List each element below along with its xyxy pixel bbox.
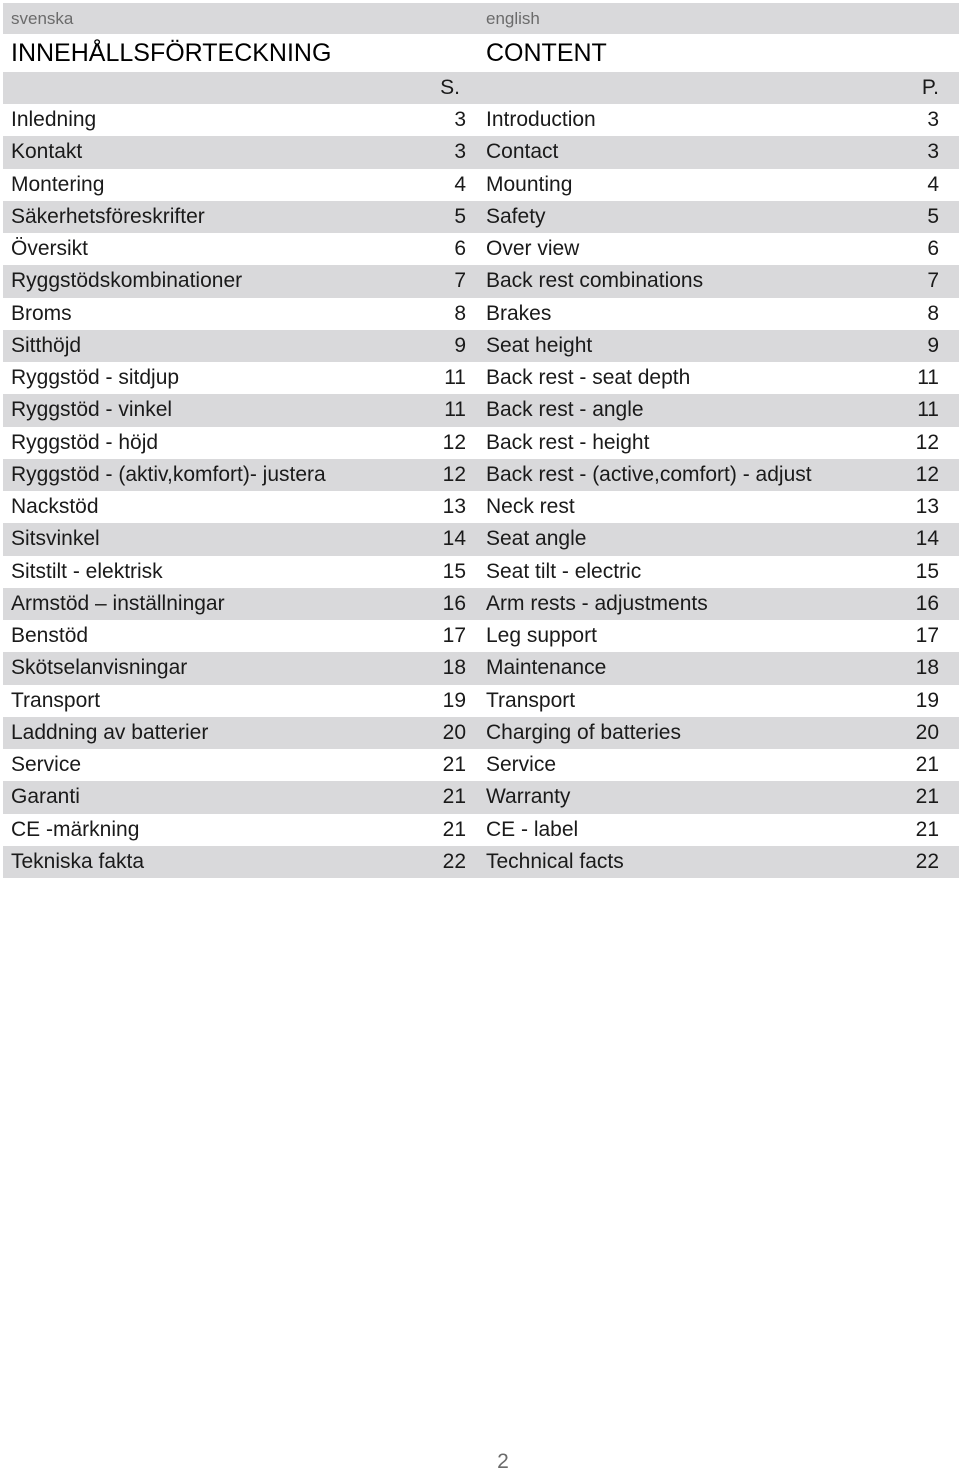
toc-entry-row [3, 620, 959, 652]
toc-entry-row [3, 781, 959, 813]
toc-entry-svenska-page: 22 [421, 846, 466, 878]
toc-entry-row [3, 491, 959, 523]
toc-entry-row [3, 652, 959, 684]
contents-table-body [3, 3, 959, 878]
toc-entry-row [3, 104, 959, 136]
toc-entry-svenska: Armstöd – inställningar [3, 588, 421, 620]
toc-entry-svenska: Inledning [11, 108, 97, 132]
toc-entry-svenska-page: 11 [421, 394, 466, 426]
toc-entry-english-page: 21 [915, 817, 939, 841]
toc-entry-english-page: 15 [915, 559, 939, 583]
toc-entry-row [3, 588, 959, 620]
toc-entry-row [3, 523, 959, 555]
toc-entry-svenska-page: 13 [442, 495, 466, 519]
toc-entry-svenska-page: 11 [444, 366, 466, 390]
toc-entry-svenska: Sitthöjd [3, 330, 421, 362]
toc-entry-english: Back rest - seat depth [486, 366, 691, 390]
toc-entry-row [3, 233, 959, 265]
toc-entry-english: Back rest - height [486, 430, 650, 454]
toc-entry-svenska-page: 6 [454, 237, 466, 261]
language-header-row [3, 3, 959, 34]
toc-entry-english-page: 21 [915, 753, 939, 777]
toc-entry-svenska-page: 12 [421, 459, 466, 491]
toc-entry-row [3, 749, 959, 781]
toc-entry-row [3, 201, 959, 233]
toc-entry-svenska-page: 21 [442, 753, 466, 777]
toc-entry-svenska: Ryggstöd - sitdjup [11, 366, 180, 390]
toc-entry-english: Back rest - angle [466, 394, 868, 426]
toc-entry-english-page: 3 [927, 108, 939, 132]
toc-entry-svenska: Benstöd [11, 624, 89, 648]
toc-entry-english-page: 14 [868, 523, 959, 555]
toc-entry-svenska-page: 20 [421, 717, 466, 749]
toc-entry-english: CE - label [486, 817, 579, 841]
toc-entry-english: Introduction [486, 108, 596, 132]
toc-entry-english: Transport [486, 688, 576, 712]
toc-entry-english: Back rest - (active,comfort) - adjust [466, 459, 868, 491]
toc-entry-english-page: 11 [917, 366, 939, 390]
toc-entry-row [3, 717, 959, 749]
toc-entry-english: Leg support [486, 624, 597, 648]
toc-entry-row [3, 362, 959, 394]
toc-entry-english: Arm rests - adjustments [466, 588, 868, 620]
toc-entry-english-page: 20 [868, 717, 959, 749]
page-header-spacer-sv [3, 72, 421, 104]
toc-entry-english: Contact [466, 136, 868, 168]
toc-entry-english: Safety [466, 201, 868, 233]
toc-entry-svenska: Montering [11, 172, 105, 196]
toc-entry-english-page: 4 [927, 172, 939, 196]
toc-entry-svenska-page: 7 [421, 265, 466, 297]
toc-entry-svenska-page: 21 [421, 781, 466, 813]
toc-entry-svenska-page: 12 [442, 430, 466, 454]
toc-entry-english: Charging of batteries [466, 717, 868, 749]
toc-entry-row [3, 330, 959, 362]
toc-entry-svenska-page: 16 [421, 588, 466, 620]
toc-entry-svenska-page: 15 [442, 559, 466, 583]
toc-entry-svenska-page: 18 [421, 652, 466, 684]
toc-entry-english-page: 22 [868, 846, 959, 878]
toc-entry-svenska-page: 9 [421, 330, 466, 362]
toc-entry-english: Warranty [466, 781, 868, 813]
contents-table [3, 3, 959, 878]
toc-entry-svenska-page: 14 [421, 523, 466, 555]
page-number: 2 [497, 1450, 509, 1473]
toc-entry-svenska-page: 19 [442, 688, 466, 712]
toc-entry-row [3, 169, 959, 201]
toc-entry-row [3, 394, 959, 426]
toc-entry-row [3, 427, 959, 459]
toc-entry-english-page: 11 [868, 394, 959, 426]
toc-entry-english: Service [486, 753, 557, 777]
title-row [3, 34, 959, 72]
page-header-spacer-en [466, 72, 868, 104]
toc-entry-svenska-page: 4 [454, 172, 466, 196]
title-english: CONTENT [486, 38, 607, 67]
toc-entry-svenska: Säkerhetsföreskrifter [3, 201, 421, 233]
toc-entry-english: Back rest combinations [466, 265, 868, 297]
toc-entry-english: Neck rest [486, 495, 575, 519]
toc-entry-english-page: 12 [868, 459, 959, 491]
toc-entry-english-page: 13 [915, 495, 939, 519]
page-header-row [3, 72, 959, 104]
toc-entry-svenska: Tekniska fakta [3, 846, 421, 878]
toc-entry-english-page: 21 [868, 781, 959, 813]
language-label-svenska: svenska [3, 3, 466, 34]
toc-entry-english-page: 8 [927, 301, 939, 325]
toc-entry-english-page: 18 [868, 652, 959, 684]
toc-entry-svenska: Laddning av batterier [3, 717, 421, 749]
toc-entry-svenska: Broms [11, 301, 72, 325]
toc-entry-english: Technical facts [466, 846, 868, 878]
toc-entry-svenska-page: 5 [421, 201, 466, 233]
toc-entry-english: Brakes [486, 301, 552, 325]
toc-entry-english: Maintenance [466, 652, 868, 684]
toc-entry-svenska: Service [11, 753, 82, 777]
toc-entry-svenska: Garanti [3, 781, 421, 813]
toc-entry-row [3, 459, 959, 491]
toc-entry-svenska-page: 3 [454, 108, 466, 132]
toc-entry-english: Seat tilt - electric [486, 559, 642, 583]
toc-entry-svenska: Nackstöd [11, 495, 99, 519]
toc-entry-english: Seat angle [466, 523, 868, 555]
language-label-english: english [466, 3, 959, 34]
toc-entry-svenska: Transport [11, 688, 101, 712]
toc-entry-svenska: Ryggstödskombinationer [3, 265, 421, 297]
toc-entry-svenska-page: 3 [421, 136, 466, 168]
toc-entry-english-page: 3 [868, 136, 959, 168]
toc-entry-svenska-page: 8 [454, 301, 466, 325]
toc-entry-english-page: 6 [927, 237, 939, 261]
toc-entry-svenska: Ryggstöd - höjd [11, 430, 159, 454]
title-svenska: INNEHÅLLSFÖRTECKNING [11, 38, 332, 67]
toc-entry-svenska: Kontakt [3, 136, 421, 168]
toc-entry-svenska: Ryggstöd - (aktiv,komfort)- justera [3, 459, 421, 491]
toc-entry-svenska-page: 21 [442, 817, 466, 841]
toc-entry-row [3, 846, 959, 878]
toc-entry-english: Seat height [466, 330, 868, 362]
toc-entry-svenska: CE -märkning [11, 817, 140, 841]
toc-entry-english-page: 5 [868, 201, 959, 233]
toc-entry-svenska: Sitsvinkel [3, 523, 421, 555]
toc-entry-english-page: 19 [915, 688, 939, 712]
toc-entry-row [3, 265, 959, 297]
toc-entry-svenska: Skötselanvisningar [3, 652, 421, 684]
toc-entry-row [3, 136, 959, 168]
toc-entry-english: Over view [486, 237, 580, 261]
toc-entry-row [3, 298, 959, 330]
toc-entry-english-page: 9 [868, 330, 959, 362]
toc-entry-english: Mounting [486, 172, 573, 196]
toc-entry-english-page: 16 [868, 588, 959, 620]
toc-entry-svenska-page: 17 [442, 624, 466, 648]
page-header-svenska: S. [421, 72, 466, 104]
toc-entry-english-page: 12 [915, 430, 939, 454]
toc-entry-english-page: 17 [915, 624, 939, 648]
toc-entry-english-page: 7 [868, 265, 959, 297]
toc-entry-row [3, 556, 959, 588]
toc-entry-svenska: Översikt [11, 237, 89, 261]
toc-entry-row [3, 685, 959, 717]
toc-entry-row [3, 814, 959, 846]
toc-entry-svenska: Sitstilt - elektrisk [11, 559, 163, 583]
page-header-english: P. [868, 72, 959, 104]
toc-entry-svenska: Ryggstöd - vinkel [3, 394, 421, 426]
